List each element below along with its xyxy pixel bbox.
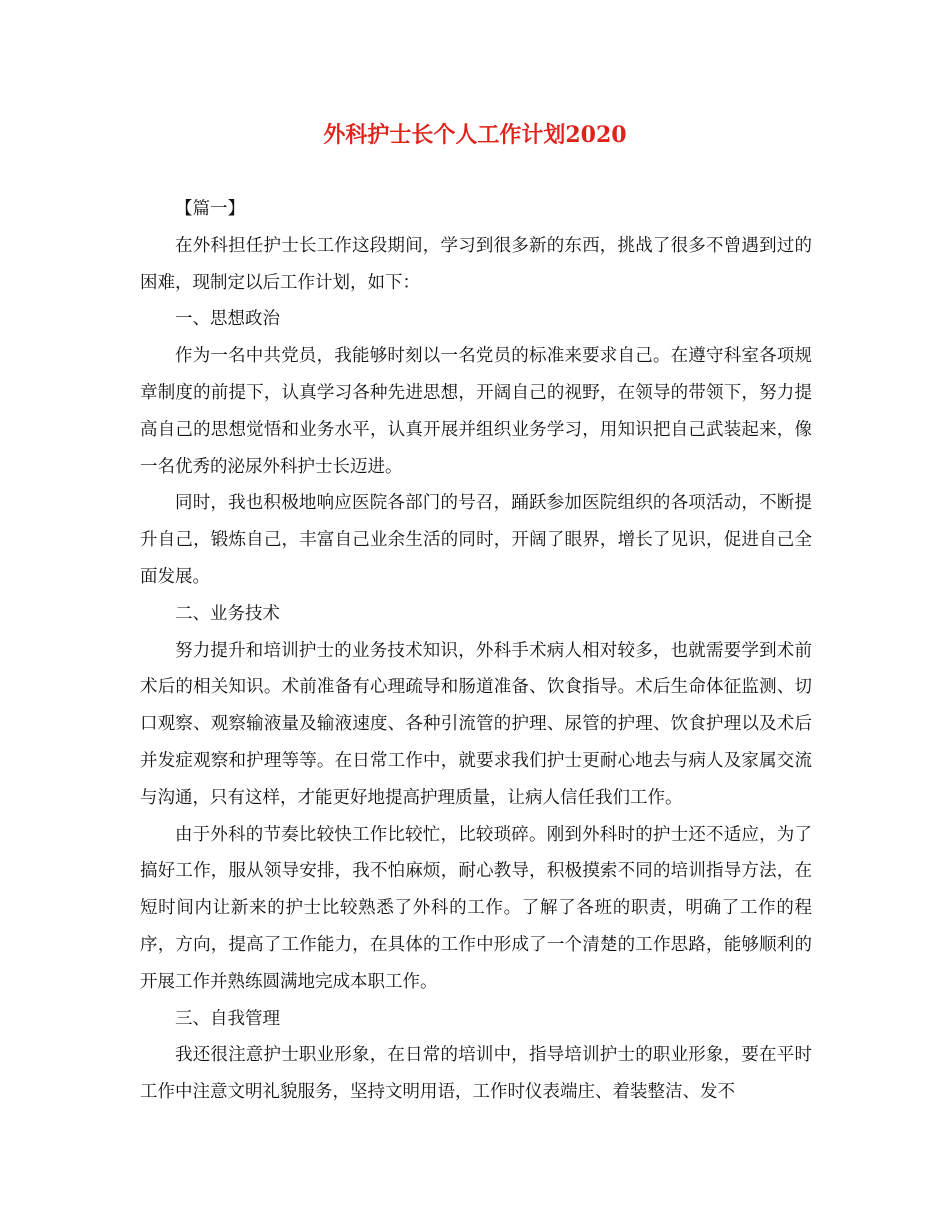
section-heading-technique: 二、业务技术	[175, 603, 280, 624]
document-body	[140, 191, 812, 1111]
document-title: 外科护士长个人工作计划2020	[323, 122, 627, 148]
paragraph-technique-1: 努力提升和培训护士的业务技术知识，外科手术病人相对较多，也就需要学到术前术后的相关知识。术前准备有心理疏导和肠道准备、饮食指导。术后生命体征监测、切口观察、观察输液量及输液速度、各种引流管的护理、尿管的护理、饮食护理以及术后并发症观察和护理等等。在日常工作中，就要求我们护士更耐心地去与病人及家属交流与沟通，只有这样，才能更好地提高护理质量，让病人信任我们工作。	[140, 640, 812, 808]
section-label: 【篇一】	[175, 199, 245, 219]
paragraph-politics-2: 同时，我也积极地响应医院各部门的号召，踊跃参加医院组织的各项活动，不断提升自己，锻炼自己，丰富自己业余生活的同时，开阔了眼界，增长了见识，促进自己全面发展。	[140, 493, 812, 587]
intro-paragraph: 在外科担任护士长工作这段期间，学习到很多新的东西，挑战了很多不曾遇到过的困难，现制定以后工作计划，如下：	[140, 235, 812, 293]
section-heading-politics: 一、思想政治	[175, 309, 280, 330]
paragraph-politics-1: 作为一名中共党员，我能够时刻以一名党员的标准来要求自己。在遵守科室各项规章制度的前提下，认真学习各种先进思想，开阔自己的视野，在领导的带领下，努力提高自己的思想觉悟和业务水平，认真开展并组织业务学习，用知识把自己武装起来，像一名优秀的泌尿外科护士长迈进。	[140, 346, 812, 477]
section-heading-self-management: 三、自我管理	[175, 1008, 280, 1029]
paragraph-technique-2: 由于外科的节奏比较快工作比较忙，比较琐碎。刚到外科时的护士还不适应，为了搞好工作，服从领导安排，我不怕麻烦，耐心教导，积极摸索不同的培训指导方法，在短时间内让新来的护士比较熟悉了外科的工作。了解了各班的职责，明确了工作的程序，方向，提高了工作能力，在具体的工作中形成了一个清楚的工作思路，能够顺利的开展工作并熟练圆满地完成本职工作。	[140, 824, 812, 992]
paragraph-self-management-1: 我还很注意护士职业形象，在日常的培训中，指导培训护士的职业形象，要在平时工作中注意文明礼貌服务，坚持文明用语，工作时仪表端庄、着装整洁、发不	[140, 1045, 812, 1103]
